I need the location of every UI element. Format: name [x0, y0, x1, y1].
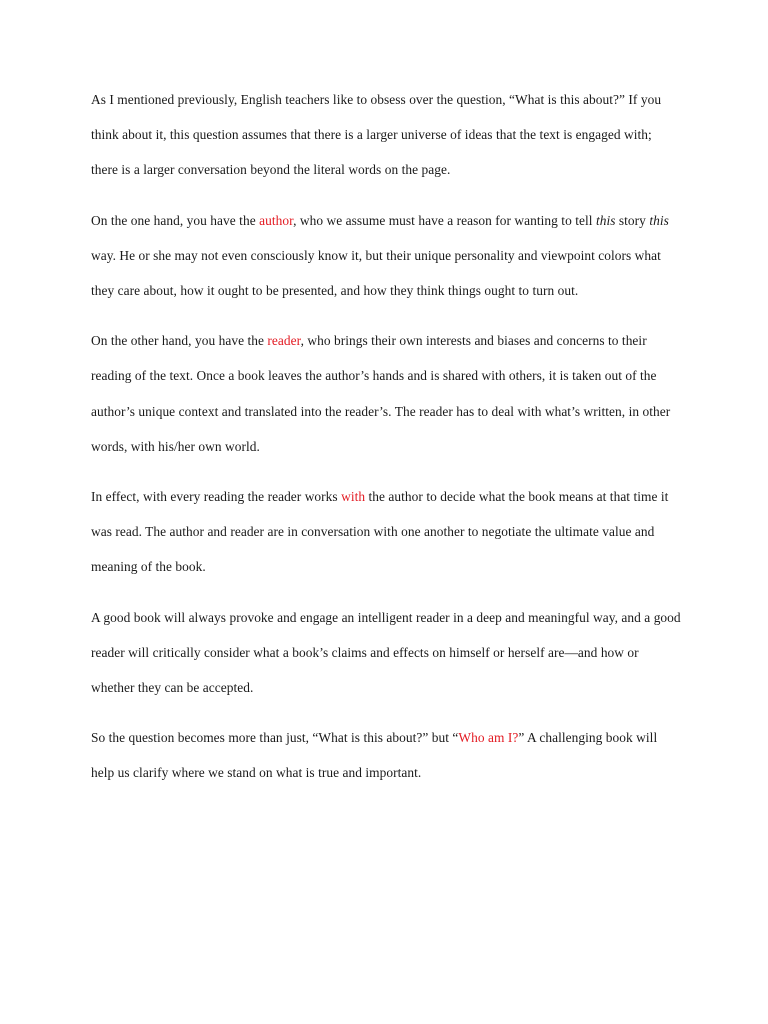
- text-segment: way. He or she may not even consciously know it, but their unique personality and viewpoint colors what they care about, how it ought to be presented, and how they think things ought to turn out.: [91, 247, 661, 299]
- paragraph-5: [91, 600, 681, 706]
- text-segment: On the one hand, you have the: [91, 212, 260, 228]
- document-page: [91, 82, 681, 806]
- paragraph-3: [91, 323, 681, 464]
- emphasis-author: author: [259, 212, 294, 228]
- text-segment: A good book will always provoke and engage an intelligent reader in a deep and meaningful way, and a good reader will critically consider what a book’s claims and effects on himself or herself are—and how or whether they can be accepted.: [91, 609, 681, 696]
- text-segment: In effect, with every reading the reader works: [91, 489, 342, 505]
- text-segment: As I mentioned previously, English teachers like to obsess over the question, “What is this about?” If you think about it, this question assumes that there is a larger universe of ideas that the text is engaged with; there is a larger conversation beyond the literal words on the page.: [91, 92, 662, 178]
- text-segment: ” A challenging book will help us clarify where we stand on what is true and important.: [91, 730, 658, 781]
- text-segment: , who brings their own interests and biases and concerns to their reading of the text. Once a book leaves the author’s hands and is shared with others, it is taken out of the author’s unique context and translated into the reader’s. The reader has to deal with what’s written, in other words, with his/her own world.: [91, 333, 671, 454]
- text-segment: the author to decide what the book means at that time it was read. The author and reader are in conversation with one another to negotiate the ultimate value and meaning of the book.: [91, 489, 669, 575]
- italic-this: this: [595, 212, 616, 228]
- paragraph-6: [91, 720, 681, 790]
- emphasis-reader: reader: [267, 333, 301, 349]
- italic-this: this: [649, 212, 669, 228]
- emphasis-with: with: [341, 489, 366, 505]
- text-segment: On the other hand, you have the: [91, 333, 268, 349]
- emphasis-who-am-i: Who am I?: [458, 730, 519, 746]
- text-segment: story: [615, 212, 650, 228]
- paragraph-2: [91, 203, 681, 309]
- text-segment: So the question becomes more than just, “What is this about?” but “: [91, 730, 459, 746]
- paragraph-4: [91, 479, 681, 585]
- text-segment: , who we assume must have a reason for wanting to tell: [293, 212, 596, 228]
- paragraph-1: [91, 82, 681, 188]
